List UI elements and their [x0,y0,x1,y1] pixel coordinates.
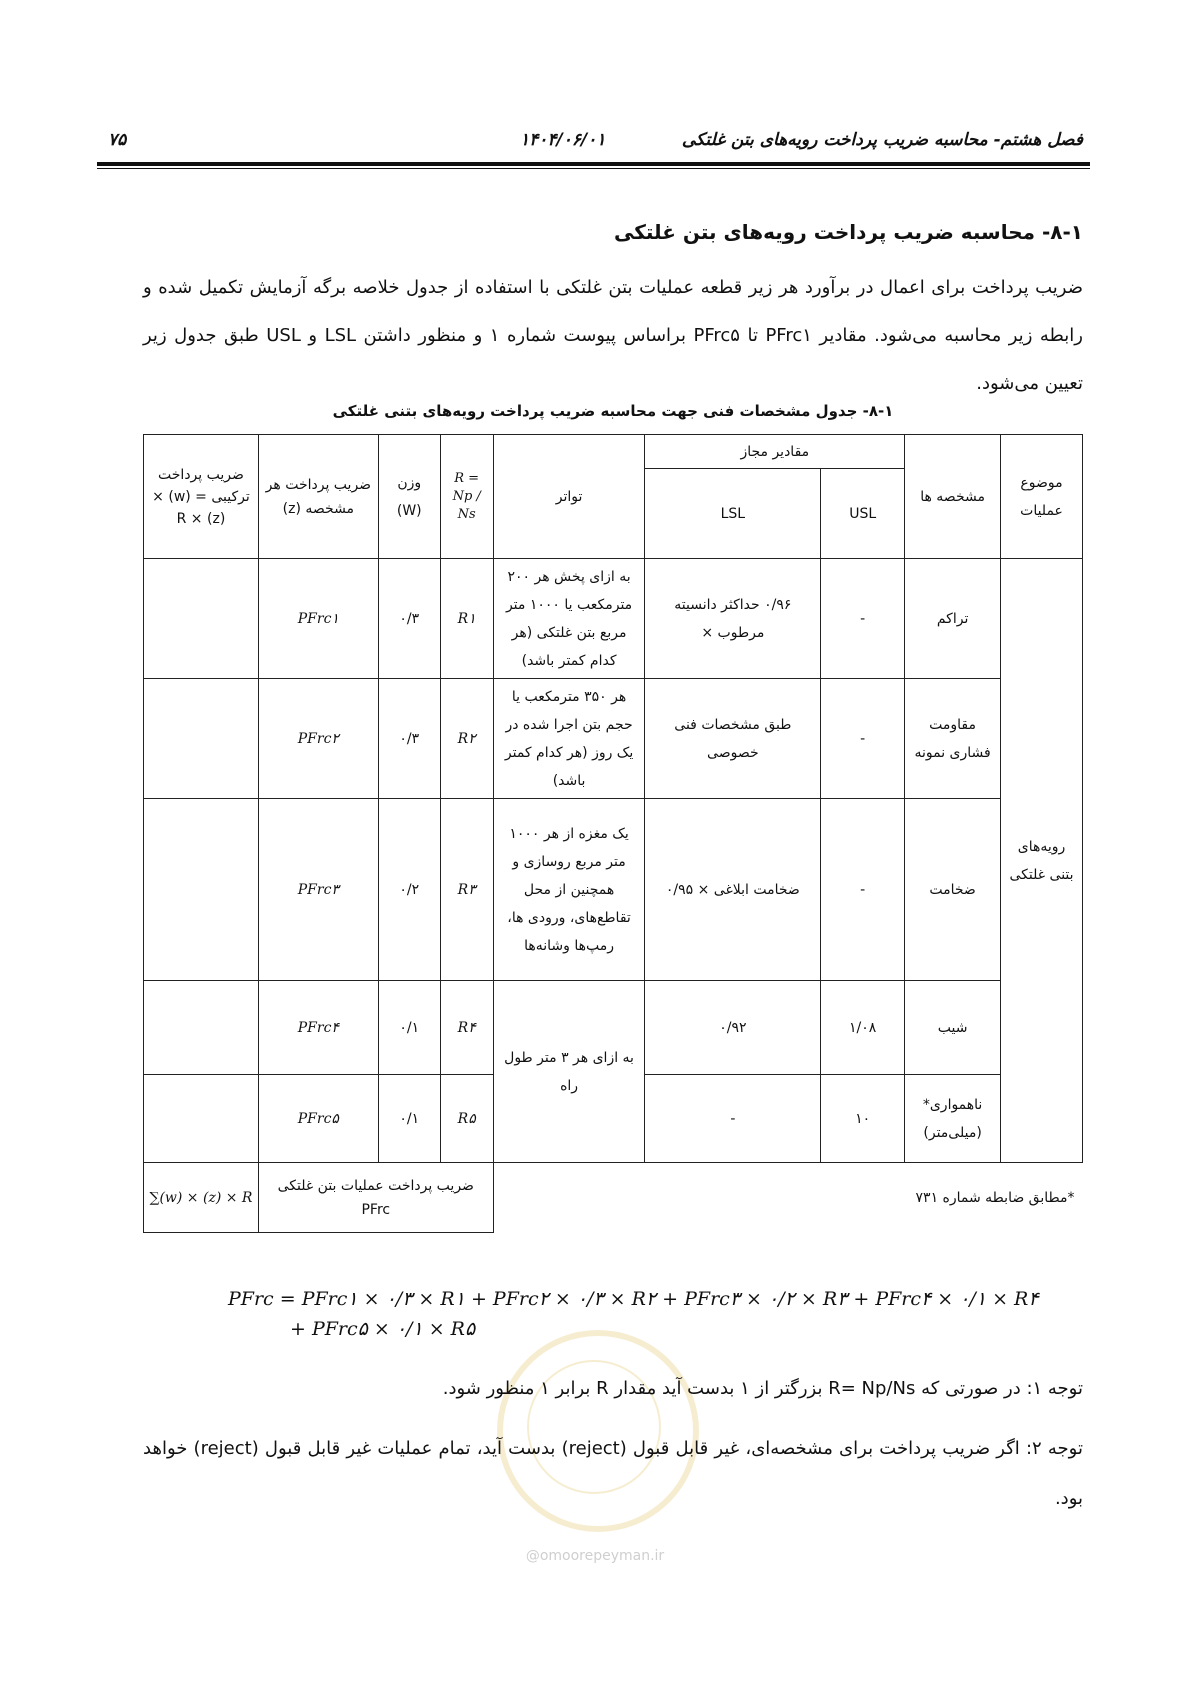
total-value: ∑(w) × (z) × R [144,1163,259,1233]
row-frequency: یک مغزه از هر ۱۰۰۰ متر مربع روسازی و همچنین از محل تقاطع‌های، ورودی ها، رمپ‌ها وشانه‌ها [493,799,645,981]
row-spec: شیب [905,981,1001,1075]
row-ratio: R۵ [440,1075,493,1163]
row-weight: ۰/۱ [378,981,440,1075]
header-date: ۱۴۰۴/۰۶/۰۱ [520,130,606,150]
row-spec-factor: PFrc۱ [258,559,378,679]
row-usl: - [821,559,905,679]
row-usl: ۱/۰۸ [821,981,905,1075]
row-usl: ۱۰ [821,1075,905,1163]
row-combined [144,559,259,679]
spec-table [143,434,1083,1233]
formula-line-1: PFrc = PFrc۱ × ۰/۳ × R۱ + PFrc۲ × ۰/۳ × R۲ + PFrc۳ × ۰/۲ × R۳ + PFrc۴ × ۰/۱ × R۴ [228,1288,1039,1310]
table-caption: ۸-۱- جدول مشخصات فنی جهت محاسبه ضریب پرداخت رویه‌های بتنی غلتکی [332,402,894,420]
row-weight: ۰/۳ [378,679,440,799]
page-number: ۷۵ [108,130,127,150]
note-1: توجه ۱: در صورتی که R= Np/Ns بزرگتر از ۱ بدست آید مقدار R برابر ۱ منظور شود. [442,1378,1083,1399]
section-heading: ۸-۱- محاسبه ضریب پرداخت رویه‌های بتن غلتکی [614,220,1083,244]
header-spec-factor: ضریب پرداخت هر مشخصه (z) [258,435,378,559]
formula-line-2: + PFrc۵ × ۰/۱ × R۵ [290,1318,476,1340]
header-ratio: R = Np / Ns [440,435,493,559]
table-footnote: *مطابق ضابطه شماره ۷۳۱ [493,1163,1082,1233]
row-spec: تراکم [905,559,1001,679]
row-lsl: - [645,1075,821,1163]
header-spec: مشخصه ها [905,435,1001,559]
row-combined [144,981,259,1075]
row-usl: - [821,799,905,981]
row-lsl: ۰/۹۲ [645,981,821,1075]
header-lsl: LSL [645,469,821,559]
header-operation: موضوع عملیات [1001,435,1083,559]
watermark-text: @omoorepeyman.ir [525,1548,665,1564]
row-frequency: هر ۳۵۰ مترمکعب یا حجم بتن اجرا شده در یک روز (هر کدام کمتر باشد) [493,679,645,799]
header-combined-factor: ضریب پرداخت ترکیبی = (w) × (z) × R [144,435,259,559]
row-lsl: ۰/۹۶ حداکثر دانسیته مرطوب × [645,559,821,679]
row-lsl: طبق مشخصات فنی خصوصی [645,679,821,799]
row-ratio: R۲ [440,679,493,799]
intro-paragraph: ضریب پرداخت برای اعمال در برآورد هر زیر قطعه عملیات بتن غلتکی با استفاده از جدول خلاصه برگه آزمایش تکمیل شده و رابطه زیر محاسبه می‌شود. مقادیر PFrc۱ تا PFrc۵ براساس پیوست شماره ۱ و منظور داشتن LSL و USL طبق جدول زیر تعیین می‌شود. [143,277,1083,394]
header-usl: USL [821,469,905,559]
header-rule-thin [97,168,1090,169]
header-weight: وزن (W) [378,435,440,559]
row-frequency: به ازای پخش هر ۲۰۰ مترمکعب یا ۱۰۰۰ متر مربع بتن غلتکی (هر کدام کمتر باشد) [493,559,645,679]
payment-formula [228,1284,1039,1344]
row-combined [144,799,259,981]
row-spec-factor: PFrc۲ [258,679,378,799]
row-weight: ۰/۳ [378,559,440,679]
row-frequency: به ازای هر ۳ متر طول راه [493,981,645,1163]
row-lsl: ضخامت ابلاغی × ۰/۹۵ [645,799,821,981]
row-combined [144,679,259,799]
row-spec: مقاومت فشاری نمونه [905,679,1001,799]
row-ratio: R۱ [440,559,493,679]
row-spec: ناهمواری* (میلی‌متر) [905,1075,1001,1163]
row-weight: ۰/۱ [378,1075,440,1163]
row-usl: - [821,679,905,799]
row-weight: ۰/۲ [378,799,440,981]
header-limits: مقادیر مجاز [645,435,905,469]
row-spec-factor: PFrc۵ [258,1075,378,1163]
row-ratio: R۳ [440,799,493,981]
note-2: توجه ۲: اگر ضریب پرداخت برای مشخصه‌ای، غیر قابل قبول (reject) بدست آید، تمام عملیات غیر قابل قبول (reject) خواهد بود. [143,1438,1083,1509]
chapter-title: فصل هشتم- محاسبه ضریب پرداخت رویه‌های بتن غلتکی [681,130,1083,150]
row-spec-factor: PFrc۴ [258,981,378,1075]
row-spec: ضخامت [905,799,1001,981]
row-spec-factor: PFrc۳ [258,799,378,981]
header-rule [97,162,1090,166]
row-combined [144,1075,259,1163]
operation-name: رویه‌های بتنی غلتکی [1001,559,1083,1163]
total-label: ضریب پرداخت عملیات بتن غلتکی PFrc [258,1163,493,1233]
row-ratio: R۴ [440,981,493,1075]
header-frequency: تواتر [493,435,645,559]
